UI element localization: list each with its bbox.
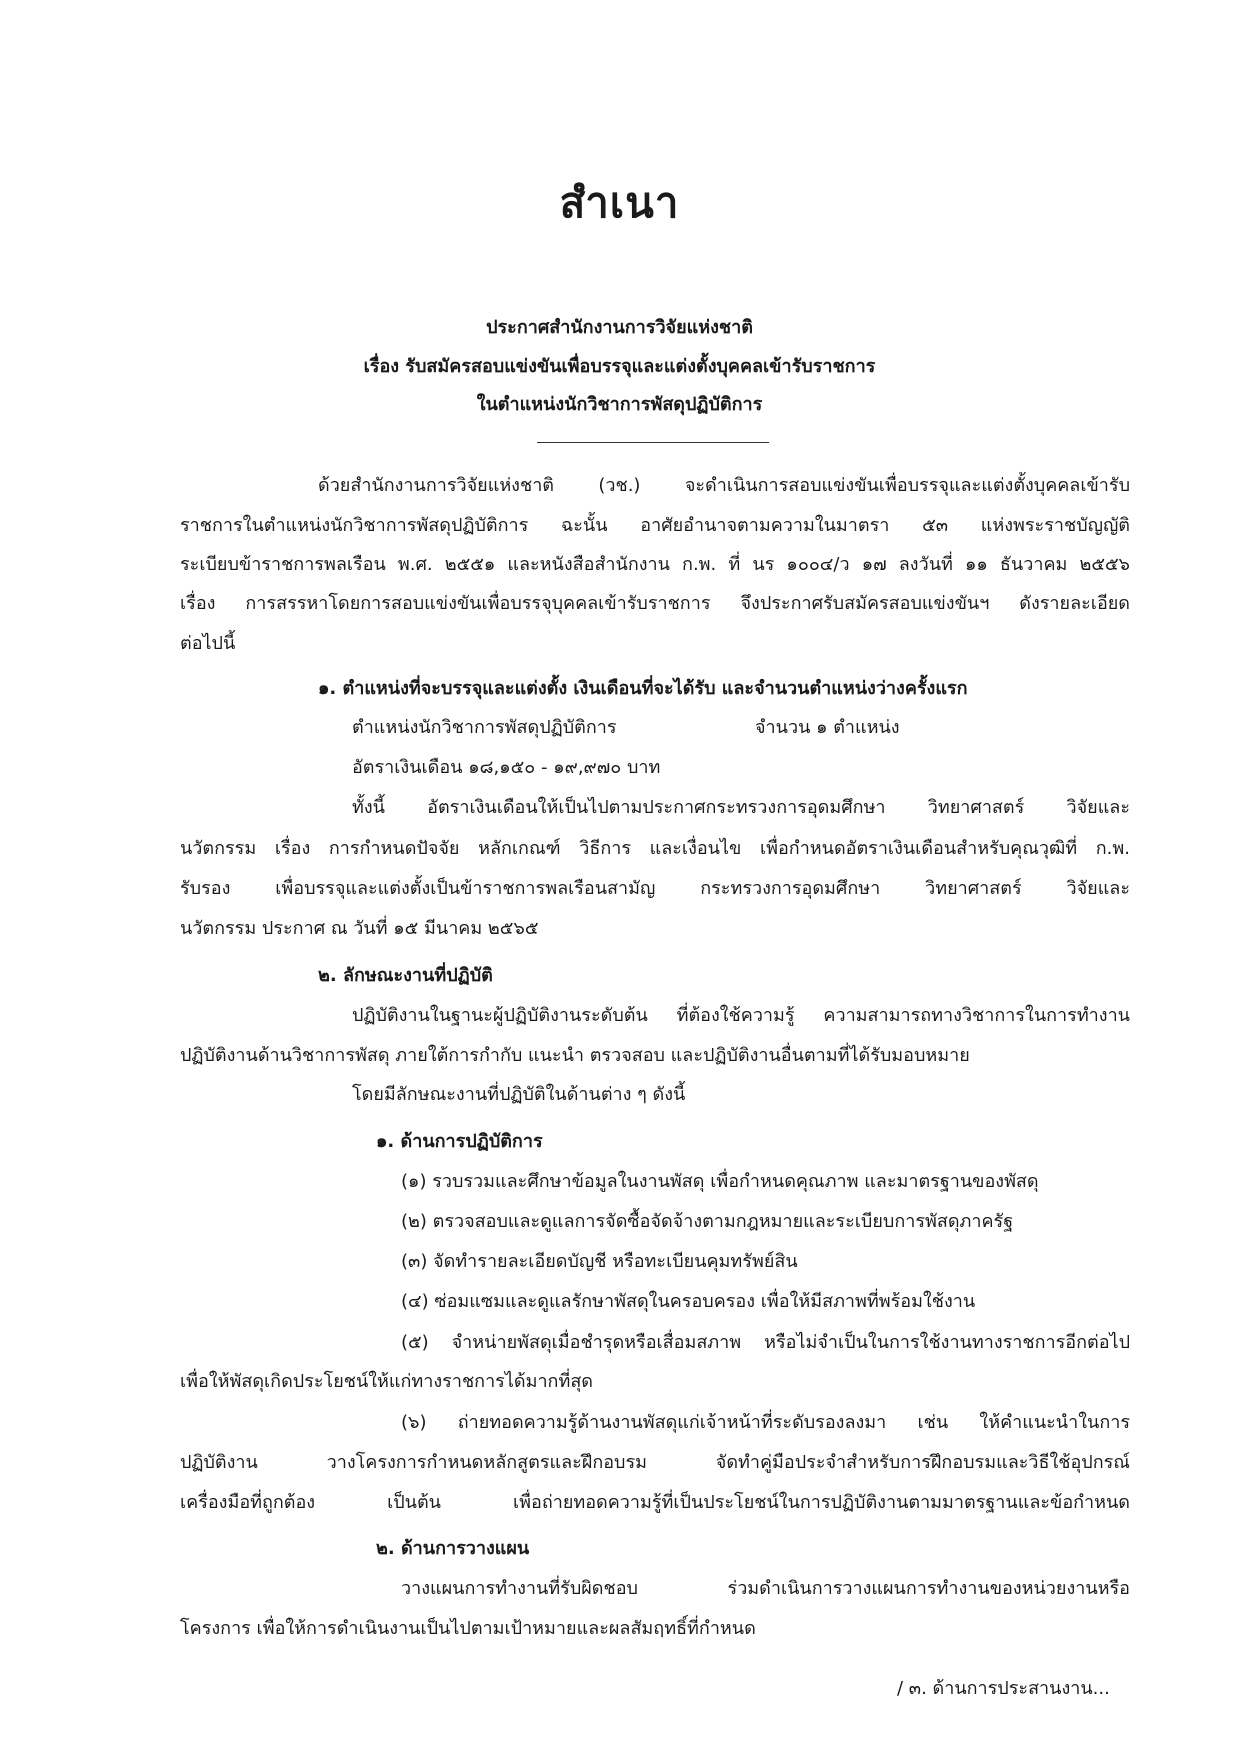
- salary-range: อัตราเงินเดือน ๑๘,๑๕๐ - ๑๙,๙๗๐ บาท: [352, 757, 661, 778]
- header-divider: [537, 442, 769, 443]
- duty-item-continued: เพื่อให้พัสดุเกิดประโยชน์ให้แก่ทางราชการได้มากที่สุด: [180, 1371, 593, 1392]
- sub-1-heading: ๑. ด้านการปฏิบัติการ: [376, 1131, 543, 1152]
- position-count: จำนวน ๑ ตำแหน่ง: [755, 717, 900, 738]
- intro-line: ด้วยสำนักงานการวิจัยแห่งชาติ (วช.) จะดำเนินการสอบแข่งขันเพื่อบรรจุและแต่งตั้งบุคคลเข้ารับ: [318, 475, 1130, 496]
- duty-body-line: ปฏิบัติงานด้านวิชาการพัสดุ ภายใต้การกำกับ แนะนำ ตรวจสอบ และปฏิบัติงานอื่นตามที่ได้รับมอบหมาย: [180, 1045, 970, 1066]
- sub-2-heading: ๒. ด้านการวางแผน: [376, 1538, 530, 1559]
- salary-note-line: ทั้งนี้ อัตราเงินเดือนให้เป็นไปตามประกาศกระทรวงการอุดมศึกษา วิทยาศาสตร์ วิจัยและ: [352, 797, 1130, 818]
- salary-note-line: นวัตกรรม เรื่อง การกำหนดปัจจัย หลักเกณฑ์ วิธีการ และเงื่อนไข เพื่อกำหนดอัตราเงินเดือนสำหรับคุณวุฒิที่ ก.พ.: [180, 838, 1130, 859]
- duty-body-line: โดยมีลักษณะงานที่ปฏิบัติในด้านต่าง ๆ ดังนี้: [352, 1084, 686, 1105]
- announcement-subject: เรื่อง รับสมัครสอบแข่งขันเพื่อบรรจุและแต่งตั้งบุคคลเข้ารับราชการ: [363, 356, 876, 377]
- copy-stamp: สำเนา: [559, 178, 680, 227]
- planning-line: โครงการ เพื่อให้การดำเนินงานเป็นไปตามเป้าหมายและผลสัมฤทธิ์ที่กำหนด: [180, 1618, 756, 1639]
- intro-line: ระเบียบข้าราชการพลเรือน พ.ศ. ๒๕๕๑ และหนังสือสำนักงาน ก.พ. ที่ นร ๑๐๐๔/ว ๑๗ ลงวันที่ ๑๑ ธันวาคม ๒๕๕๖: [180, 554, 1130, 575]
- intro-line: ราชการในตำแหน่งนักวิชาการพัสดุปฏิบัติการ ฉะนั้น อาศัยอำนาจตามความในมาตรา ๕๓ แห่งพระราชบัญญัติ: [180, 515, 1130, 536]
- duty-body-line: ปฏิบัติงานในฐานะผู้ปฏิบัติงานระดับต้น ที่ต้องใช้ความรู้ ความสามารถทางวิชาการในการทำงาน: [352, 1005, 1130, 1026]
- duty-item-continued: เครื่องมือที่ถูกต้อง เป็นต้น เพื่อถ่ายทอดความรู้ที่เป็นประโยชน์ในการปฏิบัติงานตามมาตรฐานและข้อกำหนด: [180, 1492, 1130, 1513]
- duty-item: (๓) จัดทำรายละเอียดบัญชี หรือทะเบียนคุมทรัพย์สิน: [401, 1251, 798, 1272]
- salary-note-line: รับรอง เพื่อบรรจุและแต่งตั้งเป็นข้าราชการพลเรือนสามัญ กระทรวงการอุดมศึกษา วิทยาศาสตร์ วิจัยและ: [180, 878, 1130, 899]
- duty-item: (๖) ถ่ายทอดความรู้ด้านงานพัสดุแก่เจ้าหน้าที่ระดับรองลงมา เช่น ให้คำแนะนำในการ: [401, 1412, 1130, 1433]
- position-label: ตำแหน่งนักวิชาการพัสดุปฏิบัติการ: [352, 717, 617, 738]
- salary-note-line: นวัตกรรม ประกาศ ณ วันที่ ๑๕ มีนาคม ๒๕๖๕: [180, 918, 539, 939]
- duty-item-continued: ปฏิบัติงาน วางโครงการกำหนดหลักสูตรและฝึกอบรม จัดทำคู่มือประจำสำหรับการฝึกอบรมและวิธีใช้อุปกรณ์: [180, 1452, 1130, 1473]
- page-continuation-note: / ๓. ด้านการประสานงาน...: [897, 1678, 1110, 1699]
- duty-item: (๔) ซ่อมแซมและดูแลรักษาพัสดุในครอบครอง เพื่อให้มีสภาพที่พร้อมใช้งาน: [401, 1291, 976, 1312]
- announcement-position: ในตำแหน่งนักวิชาการพัสดุปฏิบัติการ: [476, 394, 763, 415]
- section-2-heading: ๒. ลักษณะงานที่ปฏิบัติ: [318, 965, 493, 986]
- section-1-heading: ๑. ตำแหน่งที่จะบรรจุและแต่งตั้ง เงินเดือนที่จะได้รับ และจำนวนตำแหน่งว่างครั้งแรก: [318, 678, 968, 699]
- duty-item: (๒) ตรวจสอบและดูแลการจัดซื้อจัดจ้างตามกฎหมายและระเบียบการพัสดุภาครัฐ: [401, 1211, 1014, 1232]
- intro-line: ต่อไปนี้: [180, 633, 236, 654]
- duty-item: (๑) รวบรวมและศึกษาข้อมูลในงานพัสดุ เพื่อกำหนดคุณภาพ และมาตรฐานของพัสดุ: [401, 1171, 1039, 1192]
- duty-item: (๕) จำหน่ายพัสดุเมื่อชำรุดหรือเสื่อมสภาพ หรือไม่จำเป็นในการใช้งานทางราชการอีกต่อไป: [401, 1332, 1130, 1353]
- announcement-title: ประกาศสำนักงานการวิจัยแห่งชาติ: [486, 317, 753, 338]
- intro-line: เรื่อง การสรรหาโดยการสอบแข่งขันเพื่อบรรจุบุคคลเข้ารับราชการ จึงประกาศรับสมัครสอบแข่งขันฯ ดังรายละเอียด: [180, 593, 1130, 614]
- planning-line: วางแผนการทำงานที่รับผิดชอบ ร่วมดำเนินการวางแผนการทำงานของหน่วยงานหรือ: [401, 1578, 1130, 1599]
